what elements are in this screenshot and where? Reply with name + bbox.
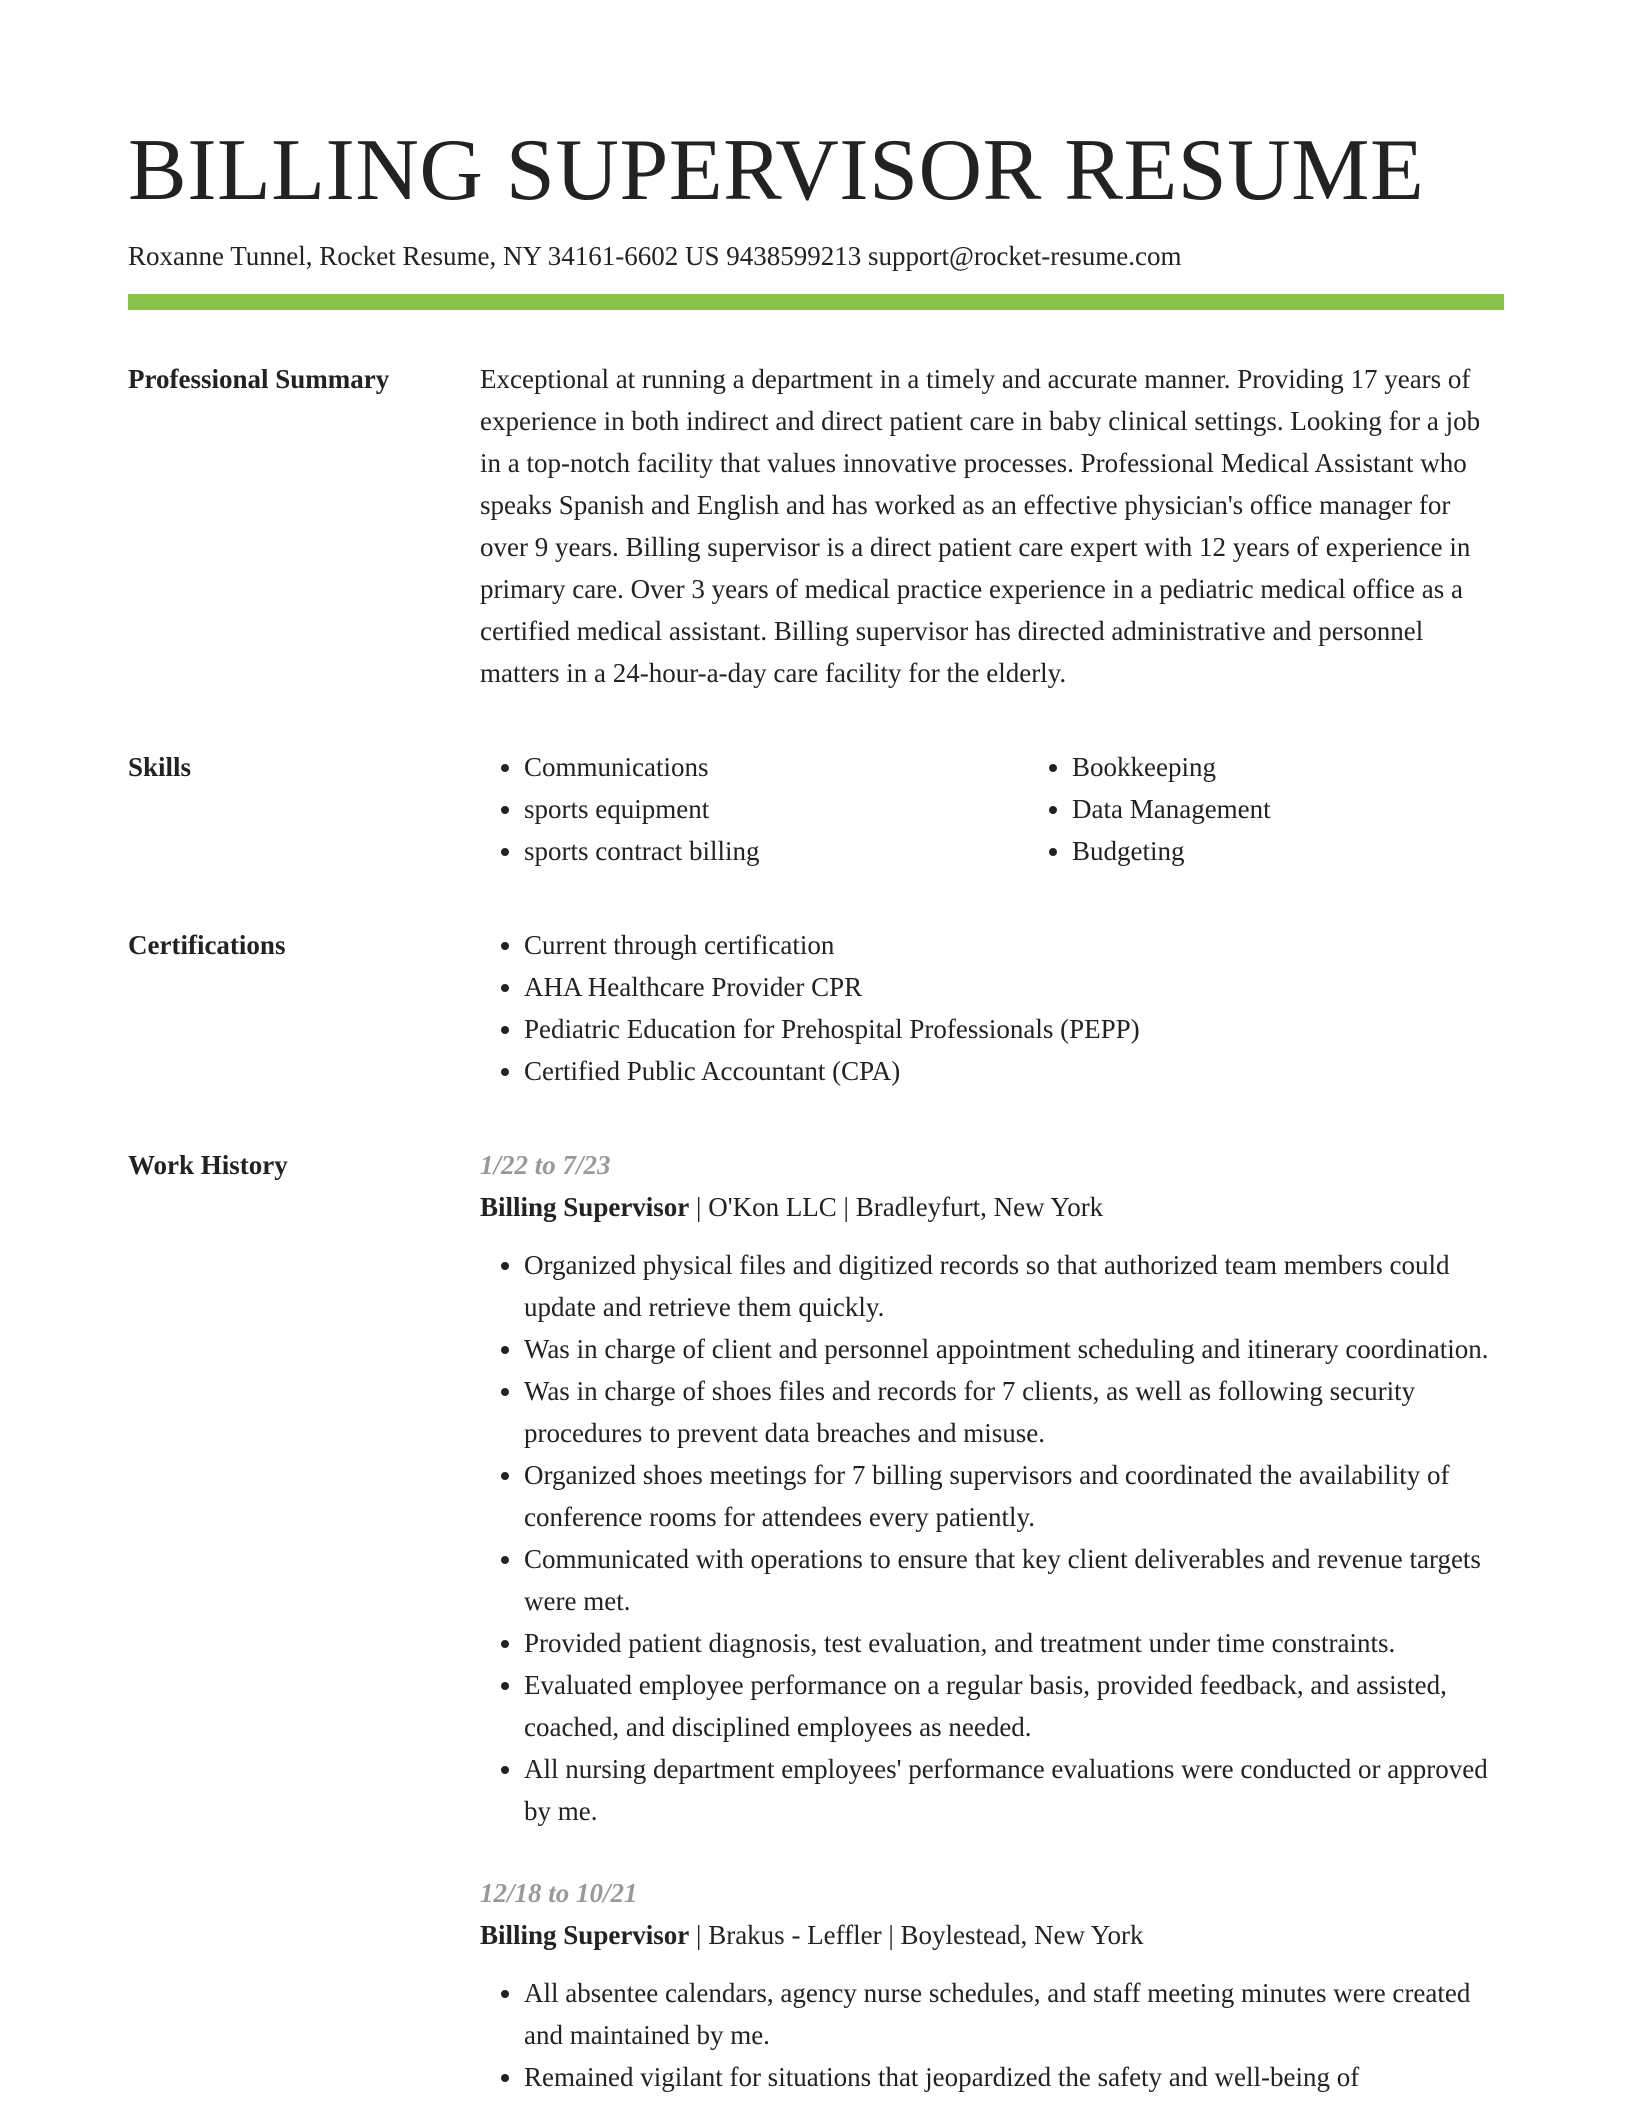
section-label-skills: Skills — [128, 752, 192, 782]
list-item: • All absentee calendars, agency nurse schedules, and staff meeting minutes were created and maintained by me. — [524, 1972, 1504, 2056]
list-item: • Evaluated employee performance on a regular basis, provided feedback, and assisted, coached, and disciplined employees as needed. — [524, 1664, 1504, 1748]
list-item: • Was in charge of shoes files and records for 7 clients, as well as following security procedures to prevent data breaches and misuse. — [524, 1370, 1504, 1454]
contact-line: Roxanne Tunnel, Rocket Resume, NY 34161-6602 US 9438599213 support@rocket-resume.com — [128, 241, 1182, 271]
job-entry — [480, 1872, 1504, 2098]
list-item: • All nursing department employees' performance evaluations were conducted or approved by me. — [524, 1748, 1504, 1832]
list-item: • Was in charge of client and personnel appointment scheduling and itinerary coordination. — [524, 1328, 1504, 1370]
job-heading — [480, 1186, 1504, 1228]
certifications-section — [128, 924, 1504, 1092]
list-item: • sports equipment — [524, 788, 1028, 830]
list-item: • Communications — [524, 746, 1028, 788]
list-item: • Bookkeeping — [1072, 746, 1271, 788]
list-item: • Certified Public Accountant (CPA) — [524, 1050, 1504, 1092]
section-label-certifications: Certifications — [128, 930, 286, 960]
job-details: | Brakus - Leffler | Boylestead, New York — [689, 1920, 1144, 1950]
list-item: • Pediatric Education for Prehospital Professionals (PEPP) — [524, 1008, 1504, 1050]
skills-section — [128, 746, 1504, 872]
section-label-summary: Professional Summary — [128, 364, 390, 394]
summary-text: Exceptional at running a department in a timely and accurate manner. Providing 17 years of experience in both indirect and direct patient care in baby clinical settings. Looking for a job in a top-notch facility that values innovative processes. Professional Medical Assistant who speaks Spanish and English and has worked as an effective physician's office manager for over 9 years. Billing supervisor is a direct patient care expert with 12 years of experience in primary care. Over 3 years of medical practice experience in a pediatric medical office as a certified medical assistant. Billing supervisor has directed administrative and personnel matters in a 24-hour-a-day care facility for the elderly. — [480, 364, 1481, 688]
job-details: | O'Kon LLC | Bradleyfurt, New York — [689, 1192, 1104, 1222]
list-item: • Remained vigilant for situations that jeopardized the safety and well-being of — [524, 2056, 1504, 2098]
list-item: • Budgeting — [1072, 830, 1271, 872]
job-bullets — [480, 1972, 1504, 2098]
job-title: Billing Supervisor — [480, 1192, 690, 1222]
work-history-section — [128, 1144, 1504, 2098]
job-date: 1/22 to 7/23 — [480, 1150, 611, 1180]
header-divider — [128, 294, 1504, 310]
list-item: • Organized physical files and digitized records so that authorized team members could update and retrieve them quickly. — [524, 1244, 1504, 1328]
list-item: • Communicated with operations to ensure that key client deliverables and revenue targets were met. — [524, 1538, 1504, 1622]
skills-list-right — [1028, 746, 1271, 872]
list-item: • AHA Healthcare Provider CPR — [524, 966, 1504, 1008]
skills-list-left — [480, 746, 1028, 872]
list-item: • sports contract billing — [524, 830, 1028, 872]
page-title: BILLING SUPERVISOR RESUME — [128, 122, 1425, 219]
list-item: • Organized shoes meetings for 7 billing supervisors and coordinated the availability of conference rooms for attendees every patiently. — [524, 1454, 1504, 1538]
job-heading — [480, 1914, 1504, 1956]
list-item: • Data Management — [1072, 788, 1271, 830]
job-date: 12/18 to 10/21 — [480, 1878, 638, 1908]
resume-page — [128, 116, 1504, 2098]
summary-section — [128, 358, 1504, 694]
list-item: • Current through certification — [524, 924, 1504, 966]
section-label-work-history: Work History — [128, 1150, 288, 1180]
certifications-list — [480, 924, 1504, 1092]
list-item: • Provided patient diagnosis, test evaluation, and treatment under time constraints. — [524, 1622, 1504, 1664]
job-bullets — [480, 1244, 1504, 1832]
job-title: Billing Supervisor — [480, 1920, 690, 1950]
job-entry — [480, 1144, 1504, 1832]
